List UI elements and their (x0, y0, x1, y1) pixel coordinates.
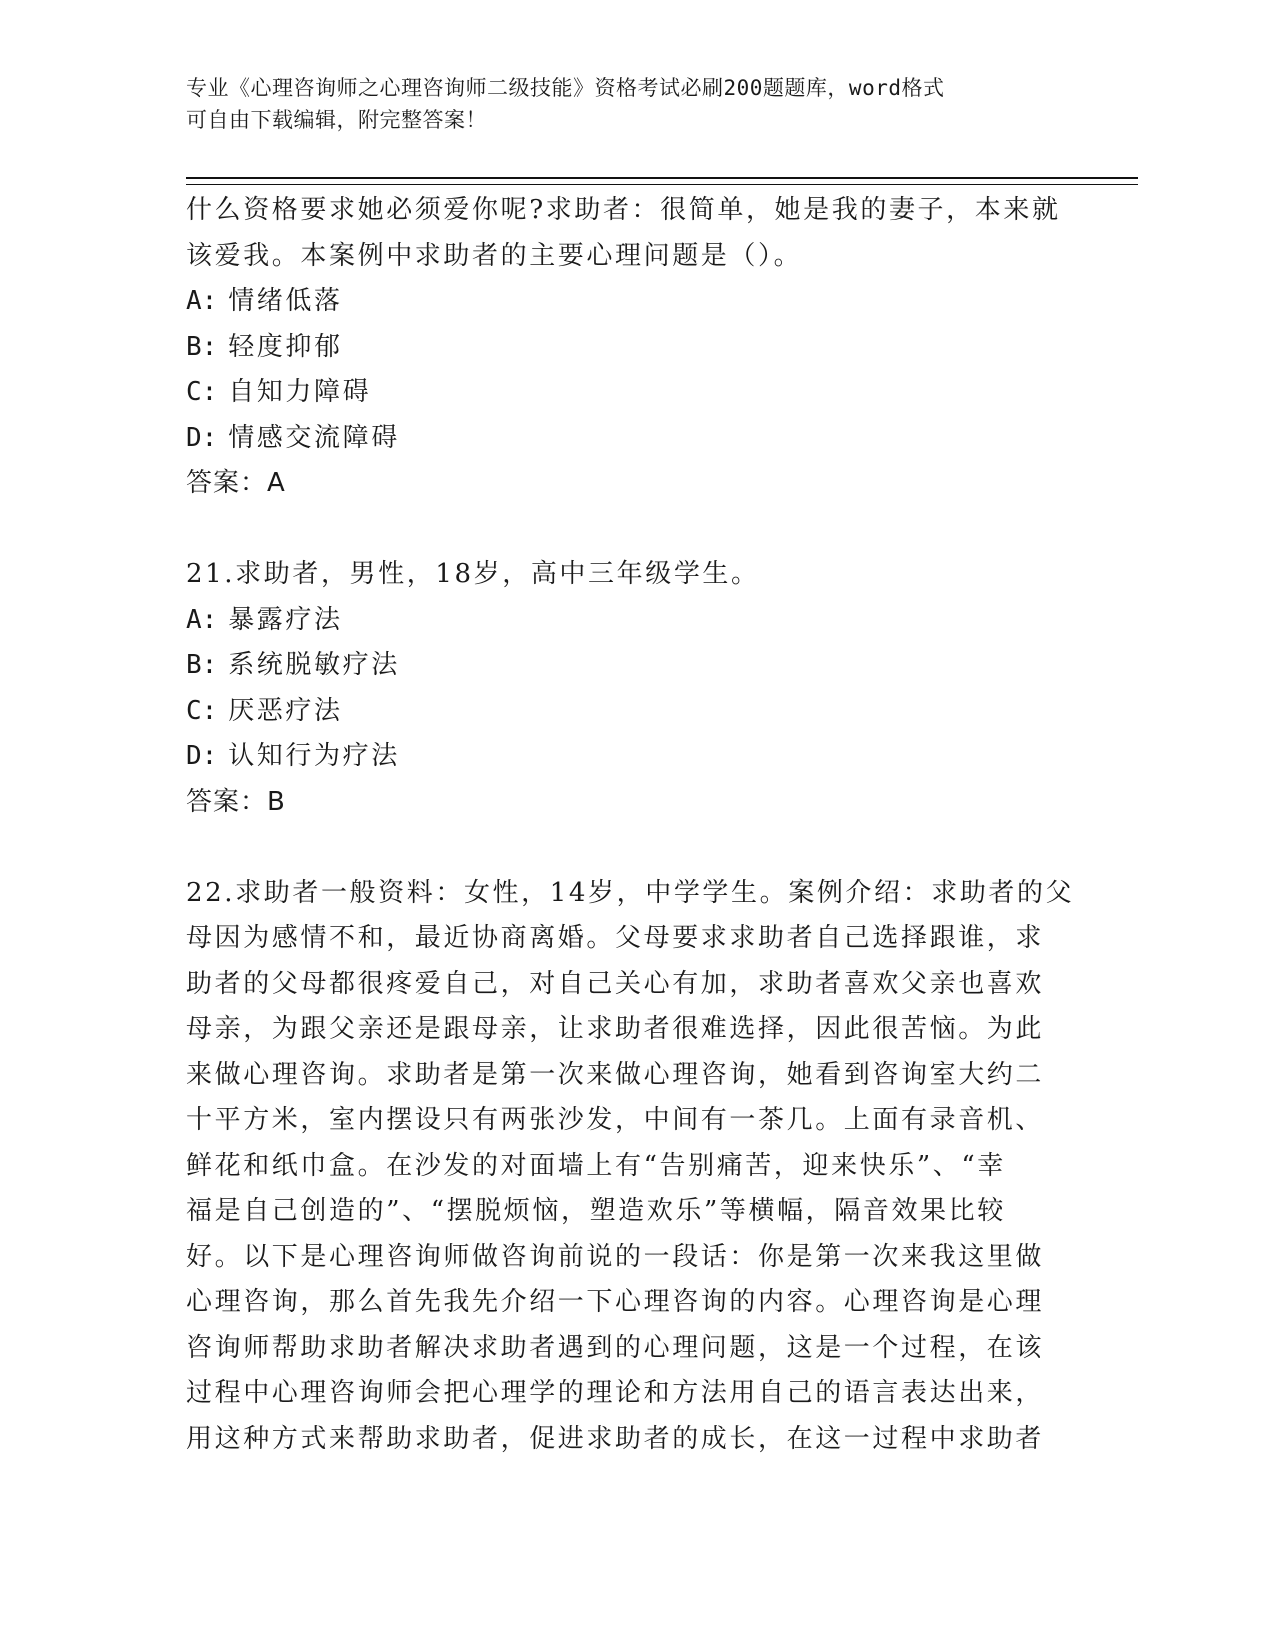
option-b (186, 643, 1086, 689)
question-text-line: 助者的父母都很疼爱自己，对自己关心有加，求助者喜欢父亲也喜欢 (186, 968, 1045, 999)
option-key: A: (186, 604, 218, 635)
option-text: 轻度抑郁 (228, 331, 343, 362)
question-22 (186, 871, 1086, 1463)
question-stem: 21.求助者，男性，18岁，高中三年级学生。 (186, 559, 760, 589)
option-c (186, 689, 1086, 735)
question-text-line: 福是自己创造的”、“摆脱烦恼，塑造欢乐”等横幅，隔音效果比较 (186, 1196, 1006, 1226)
header-line-2: 可自由下载编辑，附完整答案！ (186, 108, 487, 132)
question-text-line: 母因为感情不和，最近协商离婚。父母要求求助者自己选择跟谁，求 (186, 923, 1045, 953)
spacer (186, 825, 1086, 871)
question-text-line: 鲜花和纸巾盒。在沙发的对面墙上有“告别痛苦，迎来快乐”、“幸 (186, 1150, 1006, 1181)
option-c (186, 370, 1086, 416)
option-key: A: (186, 286, 218, 316)
question-text-line: 十平方米，室内摆设只有两张沙发，中间有一茶几。上面有录音机、 (186, 1105, 1045, 1135)
option-text: 厌恶疗法 (228, 695, 343, 726)
option-b (186, 325, 1086, 371)
option-text: 认知行为疗法 (228, 741, 400, 771)
question-text-line: 该爱我。本案例中求助者的主要心理问题是（）。 (186, 240, 803, 271)
header-divider (186, 177, 1138, 185)
option-key: B: (186, 650, 218, 680)
answer-label: 答案：A (186, 468, 286, 498)
option-a (186, 279, 1086, 325)
question-text-line: 来做心理咨询。求助者是第一次来做心理咨询，她看到咨询室大约二 (186, 1059, 1045, 1090)
question-text-line: 好。以下是心理咨询师做咨询前说的一段话：你是第一次来我这里做 (186, 1241, 1045, 1272)
document-header (186, 72, 1086, 136)
question-text-line: 用这种方式来帮助求助者，促进求助者的成长，在这一过程中求助者 (186, 1423, 1045, 1454)
question-text-line: 过程中心理咨询师会把心理学的理论和方法用自己的语言表达出来， (186, 1378, 1045, 1408)
option-text: 暴露疗法 (228, 604, 343, 635)
spacer (186, 507, 1086, 553)
question-text-line: 心理咨询，那么首先我先介绍一下心理咨询的内容。心理咨询是心理 (186, 1287, 1045, 1317)
question-text-line: 母亲，为跟父亲还是跟母亲，让求助者很难选择，因此很苦恼。为此 (186, 1014, 1045, 1044)
option-text: 情绪低落 (228, 286, 343, 316)
header-line-1: 专业《心理咨询师之心理咨询师二级技能》资格考试必刷200题题库，word格式 (186, 76, 945, 100)
question-text-line: 22.求助者一般资料：女性，14岁，中学学生。案例介绍：求助者的父 (186, 877, 1075, 908)
question-21 (186, 552, 1086, 825)
document-body (186, 188, 1086, 1462)
option-key: C: (186, 377, 218, 407)
question-text-line: 咨询师帮助求助者解决求助者遇到的心理问题，这是一个过程，在该 (186, 1332, 1045, 1363)
option-d (186, 416, 1086, 462)
question-text-line: 什么资格要求她必须爱你呢?求助者：很简单，她是我的妻子，本来就 (186, 195, 1061, 225)
option-key: B: (186, 331, 218, 362)
option-d (186, 734, 1086, 780)
option-text: 情感交流障碍 (228, 422, 400, 453)
option-text: 自知力障碍 (228, 377, 372, 407)
option-key: D: (186, 422, 218, 453)
option-key: D: (186, 741, 218, 771)
option-a (186, 598, 1086, 644)
question-20-continuation (186, 188, 1086, 507)
option-text: 系统脱敏疗法 (228, 650, 400, 680)
answer-label: 答案：B (186, 786, 286, 817)
option-key: C: (186, 695, 218, 726)
